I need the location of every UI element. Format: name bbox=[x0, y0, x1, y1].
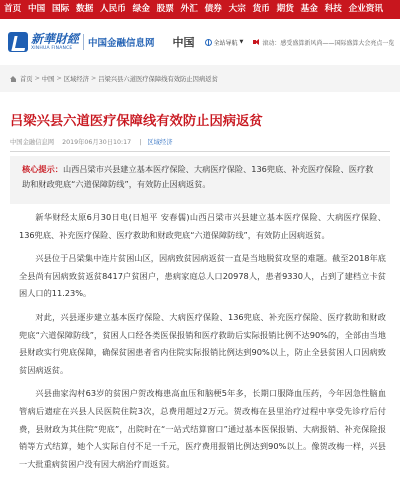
chevron-down-icon: ▼ bbox=[239, 39, 244, 45]
top-nav bbox=[0, 0, 400, 19]
nav-item-commodities[interactable]: 大宗 bbox=[228, 4, 246, 14]
breadcrumb-separator: > bbox=[34, 75, 40, 82]
article-title: 吕梁兴县六道医疗保障线有效防止因病返贫 bbox=[10, 114, 263, 129]
logo-en-text: XINHUA FINANCE bbox=[31, 45, 73, 51]
paragraph: 新华财经太原6月30日电(日旭平 安春儒)山西吕梁市兴县建立基本医疗保险、大病医疗保险、136兜底、补充医疗保险、医疗救助和财政兜底“六道保障防线”，有效防止因病返贫。 bbox=[19, 212, 386, 240]
nav-item-futures[interactable]: 期货 bbox=[276, 4, 294, 14]
article-body bbox=[19, 209, 386, 479]
title-divider bbox=[10, 151, 390, 152]
breadcrumb-regional-economy[interactable]: 区域经济 bbox=[63, 76, 89, 83]
speaker-icon bbox=[253, 39, 260, 45]
article-tag-prefix: | bbox=[139, 139, 142, 146]
logo-cn-text: 新華財經 bbox=[31, 31, 80, 46]
summary-text: 山西吕梁市兴县建立基本医疗保险、大病医疗保险、136兜底、补充医疗保险、医疗救助和财政兜底“六道保障防线”，有效防止因病返贫。 bbox=[22, 164, 374, 190]
site-logo[interactable] bbox=[8, 32, 155, 52]
logo-bar bbox=[0, 19, 400, 65]
paragraph: 对此，兴县逐步建立基本医疗保险、大病医疗保险、136兜底、补充医疗保险、医疗救助和财政兜底“六道保障防线”，贫困人口经各类医保报销和医疗救助后实际报销比例不达90%的，全部由当地县财政实行兜底保障，确保贫困患者省内住院实际报销比例达到90%以上，防止全县贫困人口因病致贫因病返贫。 bbox=[19, 311, 386, 375]
nav-item-green-finance[interactable]: 绿金 bbox=[132, 4, 150, 14]
breadcrumb-china[interactable]: 中国 bbox=[41, 76, 55, 83]
summary-label: 核心提示： bbox=[22, 164, 63, 174]
ticker-text: 滚动：感受盛算新风尚——国际盛算大会亮点一览 bbox=[262, 39, 395, 47]
paragraph: 兴县曲家沟村63岁的贫困户贺改梅患高血压和脑梗5年多，长期口服降血压药，今年因急性脑血管病后遗症在兴县人民医院住院3次，总费用超过2万元。贺改梅在县里治疗过程中享受先诊疗后付费，县财政为其住院“兜底”，出院时在“一站式结算窗口”通过基本医保报销、大病报销、补充保险报销等方式结算，她个人实际自付不足一千元，医疗费用报销比例达到90%以上。像贺改梅一样，兴县一大批重病贫困户没有因大病治疗而返贫。 bbox=[19, 388, 386, 469]
nav-item-international[interactable]: 国际 bbox=[52, 4, 70, 14]
xinhua-logo-icon bbox=[8, 32, 28, 52]
logo-site-name: 中国金融信息网 bbox=[88, 38, 155, 49]
nav-item-tech[interactable]: 科技 bbox=[324, 4, 342, 14]
breadcrumb-current: 吕梁兴县六道医疗保障线有效防止因病返贫 bbox=[98, 76, 218, 83]
nav-item-china[interactable]: 中国 bbox=[28, 4, 46, 14]
article-tag[interactable]: 区域经济 bbox=[147, 139, 173, 146]
nav-item-data[interactable]: 数据 bbox=[76, 4, 94, 14]
nav-item-funds[interactable]: 基金 bbox=[300, 4, 318, 14]
breadcrumb-home[interactable]: 首页 bbox=[20, 76, 33, 83]
home-icon bbox=[10, 76, 17, 82]
region-label[interactable]: 中国 bbox=[172, 36, 195, 49]
global-nav-toggle[interactable] bbox=[205, 38, 244, 47]
nav-item-currency[interactable]: 货币 bbox=[252, 4, 270, 14]
logo-divider bbox=[83, 34, 84, 50]
nav-item-stocks[interactable]: 股票 bbox=[156, 4, 174, 14]
article-meta bbox=[10, 137, 390, 146]
breadcrumb-separator: > bbox=[90, 75, 97, 82]
breadcrumb-separator: > bbox=[56, 75, 62, 82]
breadcrumb bbox=[0, 65, 400, 92]
article-source: 中国金融信息网 bbox=[10, 139, 55, 146]
nav-item-rmb[interactable]: 人民币 bbox=[100, 4, 126, 14]
paragraph: 兴县位于吕梁集中连片贫困山区，因病致贫因病返贫一直是当地脱贫攻坚的难题。截至2018年底全县尚有因病致贫返贫8417户贫困户，患病家庭总人口20978人，患者9330人，占到了建档立卡贫困人口的11.23%。 bbox=[19, 253, 386, 299]
globe-icon bbox=[205, 39, 212, 46]
article-date: 2019年06月30日10:17 bbox=[62, 139, 132, 146]
news-ticker[interactable] bbox=[253, 38, 394, 47]
global-nav-label: 全站导航 bbox=[213, 39, 238, 47]
nav-item-home[interactable]: 首页 bbox=[4, 4, 22, 14]
article-summary bbox=[10, 156, 390, 204]
nav-item-forex[interactable]: 外汇 bbox=[180, 4, 198, 14]
nav-item-enterprise-news[interactable]: 企业资讯 bbox=[348, 4, 383, 14]
nav-item-bonds[interactable]: 债券 bbox=[204, 4, 222, 14]
